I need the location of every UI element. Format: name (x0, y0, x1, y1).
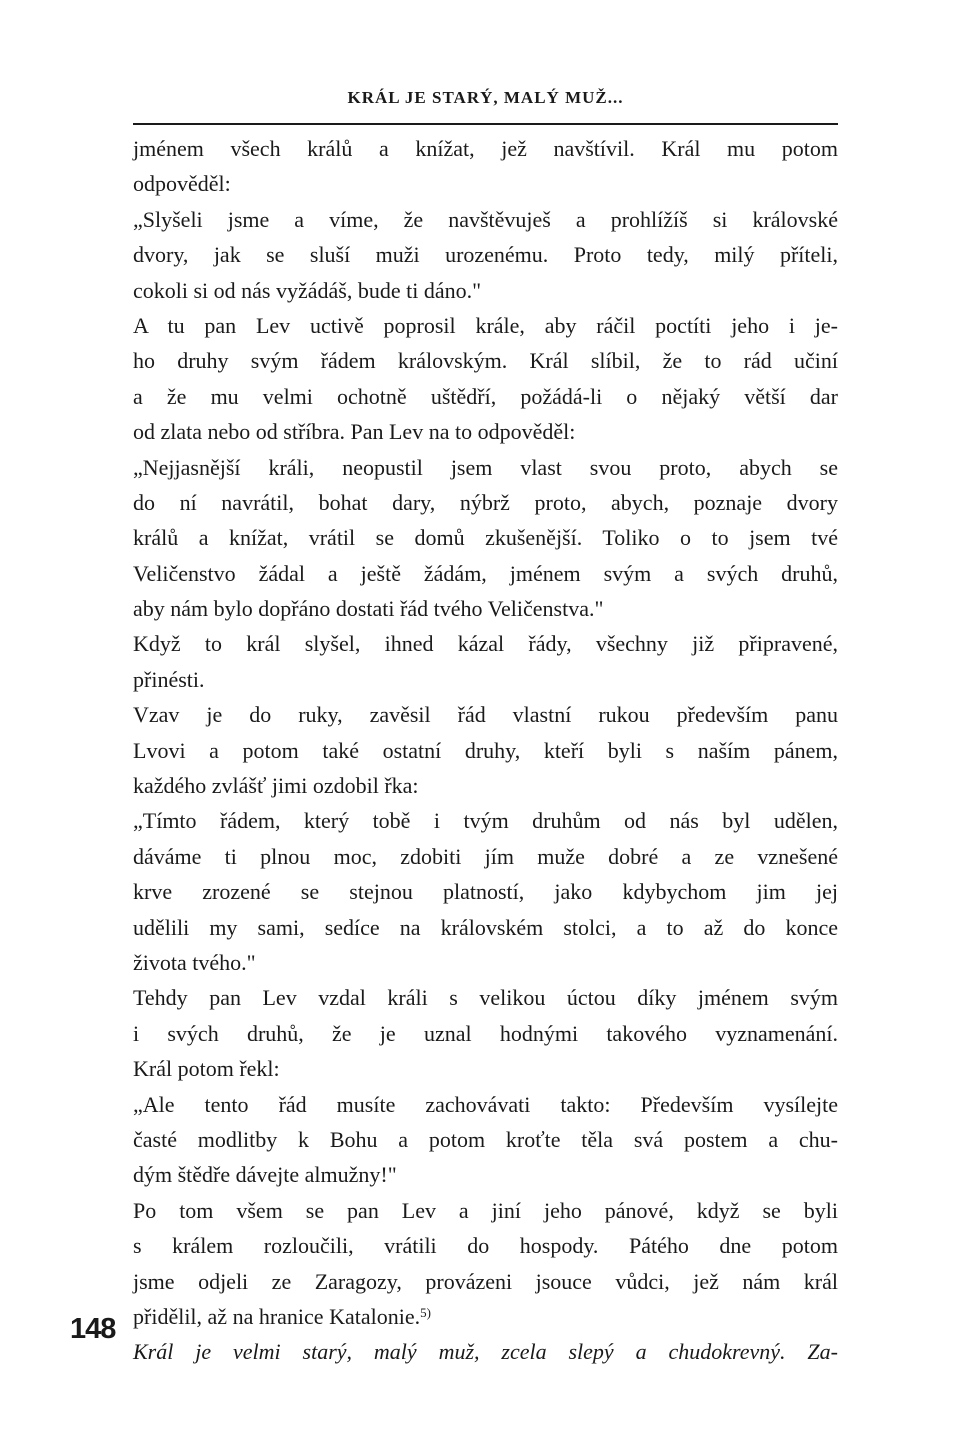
text-line: „Tímto řádem, který tobě i tvým druhům od nás byl udělen, (133, 808, 838, 834)
text-line: přinésti. (133, 666, 205, 692)
text-line: dáváme ti plnou moc, zdobiti jím muže dobré a ze vznešené (133, 843, 838, 869)
text-line: i svých druhů, že je uznal hodnými takového vyznamenání. (133, 1020, 838, 1046)
text-line: časté modlitby k Bohu a potom kroťte těla svá postem a chu- (133, 1126, 838, 1152)
text-line: Lvovi a potom také ostatní druhy, kteří byli s naším pánem, (133, 737, 838, 763)
text-line: Král potom řekl: (133, 1056, 280, 1082)
text-line: králů a knížat, vrátil se domů zkušenější. Toliko o to jsem tvé (133, 525, 838, 551)
text-line: dým štědře dávejte almužny!" (133, 1162, 397, 1188)
text-line: Když to král slyšel, ihned kázal řády, všechny již připravené, (133, 631, 838, 657)
text-line: odpověděl: (133, 171, 231, 197)
text-line: cokoli si od nás vyžádáš, bude ti dáno." (133, 277, 482, 303)
footnote-marker: 5) (420, 1304, 431, 1320)
text-line: udělili my sami, sedíce na královském stolci, a to až do konce (133, 914, 838, 940)
text-line: ho druhy svým řádem královským. Král slíbil, že to rád učiní (133, 348, 838, 374)
body-text (133, 131, 838, 1370)
text-line-with-footnote (133, 1299, 838, 1334)
text-line: od zlata nebo od stříbra. Pan Lev na to odpověděl: (133, 419, 576, 445)
text-line: Veličenstvo žádal a ještě žádám, jménem svým a svých druhů, (133, 560, 838, 586)
text-line: „Slyšeli jsme a víme, že navštěvuješ a prohlížíš si královské (133, 206, 838, 232)
text-line: aby nám bylo dopřáno dostati řád tvého Veličenstva." (133, 596, 604, 622)
text-line: jménem všech králů a knížat, jež navštívil. Král mu potom (133, 136, 838, 161)
text-line: Tehdy pan Lev vzdal králi s velikou úctou díky jménem svým (133, 985, 838, 1011)
text-line: Vzav je do ruky, zavěsil řád vlastní rukou především panu (133, 702, 838, 728)
running-head: KRÁL JE STARÝ, MALÝ MUŽ... (347, 88, 624, 107)
text-line: s králem rozloučili, vrátili do hospody. Pátého dne potom (133, 1233, 838, 1259)
text-line: A tu pan Lev uctivě poprosil krále, aby ráčil poctíti jeho i je- (133, 312, 838, 338)
text-line: jsme odjeli ze Zaragozy, provázeni jsouce vůdci, jež nám král (133, 1268, 838, 1294)
text-line-content: přidělil, až na hranice Katalonie. (133, 1303, 421, 1329)
text-line: a že mu velmi ochotně uštědří, požádá-li o nějaký větší dar (133, 383, 838, 409)
text-line: do ní navrátil, bohat dary, nýbrž proto, abych, poznaje dvory (133, 489, 838, 515)
text-line: života tvého." (133, 949, 256, 975)
header-rule (133, 123, 838, 125)
text-line: dvory, jak se sluší muži urozenému. Proto tedy, milý příteli, (133, 242, 838, 268)
text-line: Po tom všem se pan Lev a jiní jeho pánové, když se byli (133, 1197, 838, 1223)
text-line: krve zrozené se stejnou platností, jako kdybychom jim jej (133, 879, 838, 905)
page-number: 148 (70, 1313, 116, 1345)
text-line: „Ale tento řád musíte zachovávati takto: Především vysílejte (133, 1091, 838, 1117)
text-line: Král je velmi starý, malý muž, zcela slepý a chudokrevný. Za- (133, 1339, 838, 1365)
text-line: každého zvlášť jimi ozdobil řka: (133, 773, 419, 799)
text-line: „Nejjasnější králi, neopustil jsem vlast svou proto, abych se (133, 454, 838, 480)
